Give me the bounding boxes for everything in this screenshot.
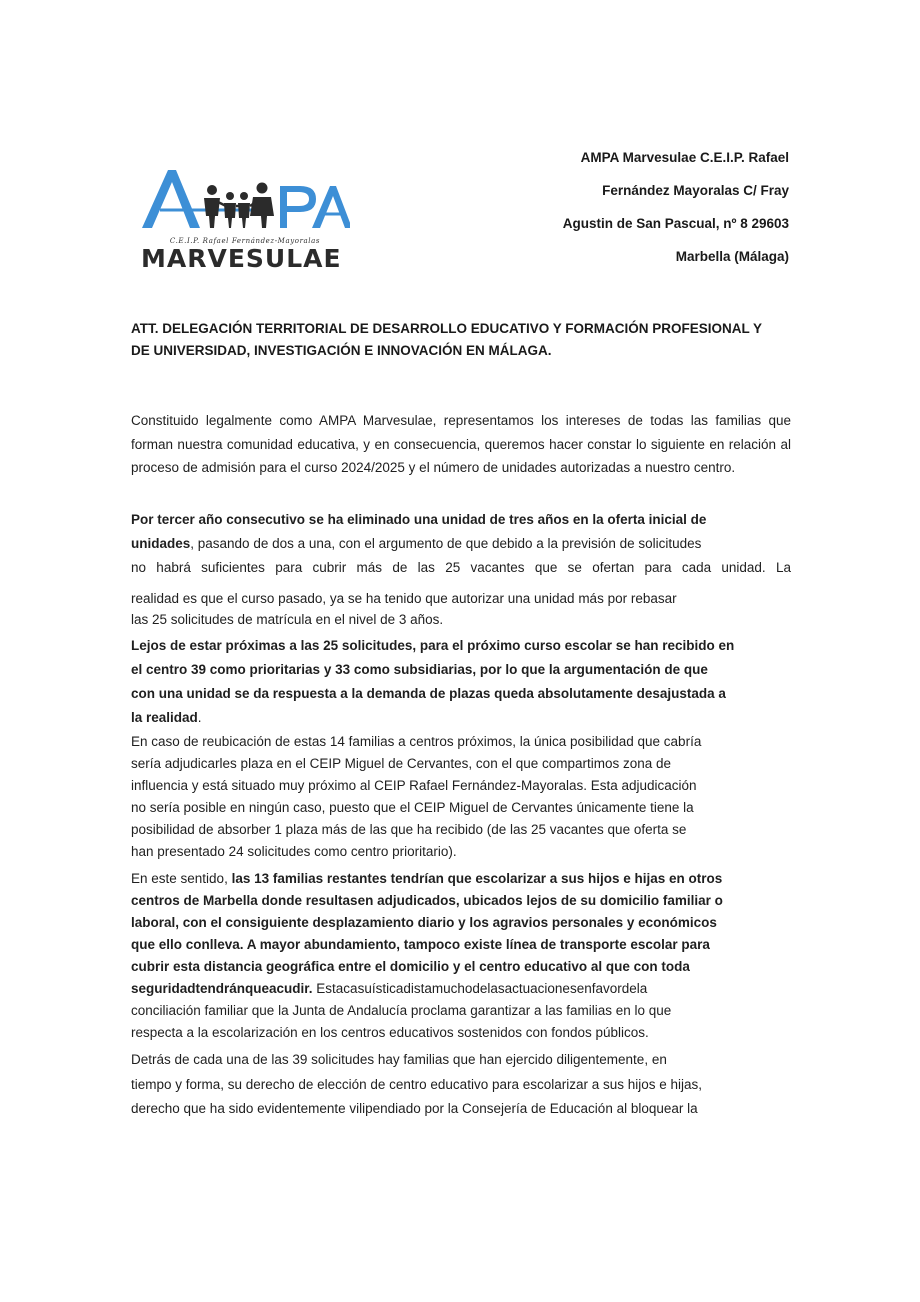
logo-subtitle: C.E.I.P. Rafael Fernández-Mayoralas	[169, 237, 321, 245]
ampa-logo	[140, 166, 350, 276]
paragraph-last-year	[131, 588, 791, 630]
heading-line-1: ATT. DELEGACIÓN TERRITORIAL DE DESARROLLO EDUCATIVO Y FORMACIÓN PROFESIONAL Y	[131, 321, 763, 336]
p6-line-3: laboral, con el consiguiente desplazamiento diario y los agravios personales y económicos	[131, 915, 717, 930]
logo-letter-a-left-text: A	[170, 204, 171, 205]
p2-line-2-bold: unidades	[131, 536, 191, 551]
p6-line-8: respecta a la escolarización en los centros educativos sostenidos con fondos públicos.	[131, 1025, 649, 1040]
p6-line-6: Estacasuísticadistamuchodelasactuacionesenfavordela	[312, 981, 648, 996]
p5-line-4: no sería posible en ningún caso, puesto que el CEIP Miguel de Cervantes únicamente tiene la	[131, 800, 694, 815]
paragraph-applications	[131, 634, 791, 730]
p4-line-4-bold: la realidad	[131, 710, 198, 725]
sender-address	[469, 141, 789, 273]
p7-line-1: Detrás de cada una de las 39 solicitudes hay familias que han ejercido diligentemente, en	[131, 1052, 667, 1067]
p4-line-3: con una unidad se da respuesta a la demanda de plazas queda absolutamente desajustada a	[131, 686, 726, 701]
address-line-4: Marbella (Málaga)	[675, 249, 789, 264]
p2-line-3: no habrá suficientes para cubrir más de las 25 vacantes que se ofertan para cada unidad. La	[131, 560, 791, 575]
p7-line-2: tiempo y forma, su derecho de elección de centro educativo para escolarizar a sus hijos e hijas,	[131, 1076, 703, 1092]
p6-line-4: que ello conlleva. A mayor abundamiento, tampoco existe línea de transporte escolar para	[131, 937, 710, 952]
paragraph-relocation	[131, 731, 791, 863]
heading-line-2: DE UNIVERSIDAD, INVESTIGACIÓN E INNOVACIÓN EN MÁLAGA.	[131, 343, 552, 358]
p3-line-1: realidad es que el curso pasado, ya se ha tenido que autorizar una unidad más por rebasar	[131, 591, 677, 606]
p6-line-6-bold: seguridadtendránqueacudir.	[131, 981, 313, 996]
p7-line-3: derecho que ha sido evidentemente vilipendiado por la Consejería de Educación al bloquear la	[131, 1101, 698, 1116]
ampa-logo-mark	[140, 166, 350, 238]
paragraph-families-right	[131, 1048, 791, 1122]
p6-line-1-normal: En este sentido,	[131, 871, 232, 886]
paragraph-consequences	[131, 868, 791, 1044]
p5-line-1: En caso de reubicación de estas 14 familias a centros próximos, la única posibilidad que cabría	[131, 734, 702, 749]
p6-line-1-bold: las 13 familias restantes tendrían que escolarizar a sus hijos e hijas en otros	[231, 871, 723, 886]
paragraph-intro: Constituido legalmente como AMPA Marvesulae, representamos los intereses de todas las familias que forman nuestra comunidad educativa, y en consecuencia, queremos hacer constar lo siguiente en relación al proceso de admisión para el curso 2024/2025 y el número de unidades autorizadas a nuestro centro.	[131, 413, 791, 475]
p2-line-2: , pasando de dos a una, con el argumento de que debido a la previsión de solicitudes	[190, 536, 702, 551]
p4-line-2: el centro 39 como prioritarias y 33 como subsidiarias, por lo que la argumentación de que	[131, 662, 708, 677]
p2-line-1: Por tercer año consecutivo se ha eliminado una unidad de tres años en la oferta inicial de	[131, 512, 707, 527]
p6-line-2: centros de Marbella donde resultasen adjudicados, ubicados lejos de su domicilio familiar o	[131, 893, 723, 908]
recipient-heading	[131, 318, 791, 362]
p5-line-3: influencia y está situado muy próximo al CEIP Rafael Fernández-Mayoralas. Esta adjudicación	[131, 778, 697, 793]
family-figures-icon	[204, 183, 274, 229]
logo-letter-a-right	[312, 186, 350, 228]
p4-line-4: .	[197, 710, 202, 725]
p6-line-5: cubrir esta distancia geográfica entre el domicilio y el centro educativo al que con toda	[131, 959, 690, 974]
p6-line-7: conciliación familiar que la Junta de Andalucía proclama garantizar a las familias en lo que	[131, 1003, 672, 1018]
p5-line-2: sería adjudicarles plaza en el CEIP Miguel de Cervantes, con el que compartimos zona de	[131, 756, 672, 771]
address-line-1: AMPA Marvesulae C.E.I.P. Rafael	[580, 150, 789, 165]
logo-letter-a-left	[142, 170, 200, 228]
logo-wordmark: MARVESULAE	[141, 244, 342, 273]
logo-letter-p	[280, 186, 316, 228]
address-line-3: Agustin de San Pascual, nº 8 29603	[562, 216, 789, 231]
p4-line-1: Lejos de estar próximas a las 25 solicitudes, para el próximo curso escolar se han recibido en	[131, 638, 735, 653]
p5-line-5: posibilidad de absorber 1 plaza más de las que ha recibido (de las 25 vacantes que oferta se	[131, 822, 687, 837]
p5-line-6: han presentado 24 solicitudes como centro prioritario).	[131, 844, 457, 859]
paragraph-unit-removal	[131, 508, 791, 580]
p3-line-2: las 25 solicitudes de matrícula en el nivel de 3 años.	[131, 612, 444, 627]
address-line-2: Fernández Mayoralas C/ Fray	[602, 183, 789, 198]
